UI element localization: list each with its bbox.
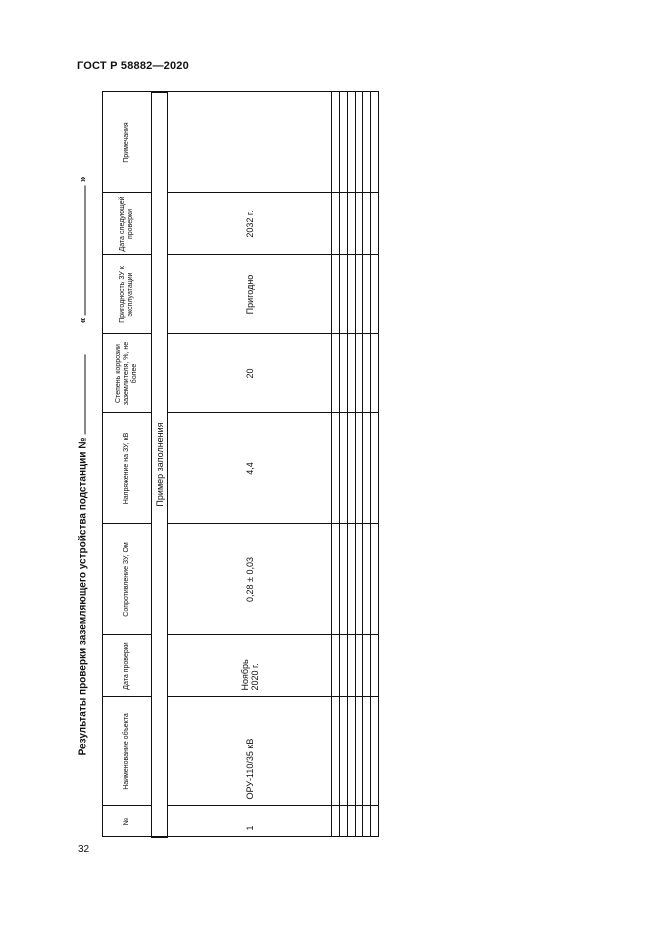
cell-resistance: 0,28 ± 0,03 — [168, 524, 332, 635]
table-row — [168, 92, 332, 837]
header-corrosion: Степень коррозии заземлителя, %, не более — [103, 334, 152, 413]
cell-date: Ноябрь 2020 г. — [168, 635, 332, 697]
cell-next-date: 2032 г. — [168, 193, 332, 255]
header-number: № — [103, 806, 152, 837]
example-row — [152, 92, 168, 837]
table-row — [371, 92, 379, 837]
page-number: 32 — [78, 844, 90, 855]
cell-number: 1 — [168, 806, 332, 837]
header-fitness: Пригодность ЗУ к эксплуатации — [103, 255, 152, 334]
table-row — [332, 92, 340, 837]
results-table — [102, 91, 379, 838]
close-quote: » — [77, 176, 89, 183]
spacer-blank — [77, 326, 86, 352]
header-next-date: Дата следующей проверки — [103, 193, 152, 255]
caption-title: Результаты проверки заземляющего устройства подстанции № — [77, 437, 89, 756]
table-row — [347, 92, 355, 837]
date-blank — [76, 185, 86, 315]
cell-voltage: 4,4 — [168, 413, 332, 524]
results-table-wrapper — [102, 93, 379, 838]
header-voltage: Напряжение на ЗУ, кВ — [103, 413, 152, 524]
header-row — [103, 92, 152, 837]
header-object: Наименование объекта — [103, 697, 152, 806]
table-row — [363, 92, 371, 837]
header-resistance: Сопротивление ЗУ, Ом — [103, 524, 152, 635]
open-quote: « — [77, 317, 89, 324]
cell-object: ОРУ-110/35 кВ — [168, 697, 332, 806]
document-header: ГОСТ Р 58882—2020 — [77, 60, 189, 72]
cell-corrosion: 20 — [168, 334, 332, 413]
table-row — [355, 92, 363, 837]
results-table-frame — [102, 93, 379, 838]
table-row — [339, 92, 347, 837]
header-date: Дата проверки — [103, 635, 152, 697]
substation-number-blank — [76, 355, 86, 435]
header-notes: Примечания — [103, 92, 152, 193]
table-caption — [76, 177, 89, 756]
example-label: Пример заполнения — [152, 92, 168, 837]
cell-notes — [168, 92, 332, 193]
cell-fitness: Пригодно — [168, 255, 332, 334]
